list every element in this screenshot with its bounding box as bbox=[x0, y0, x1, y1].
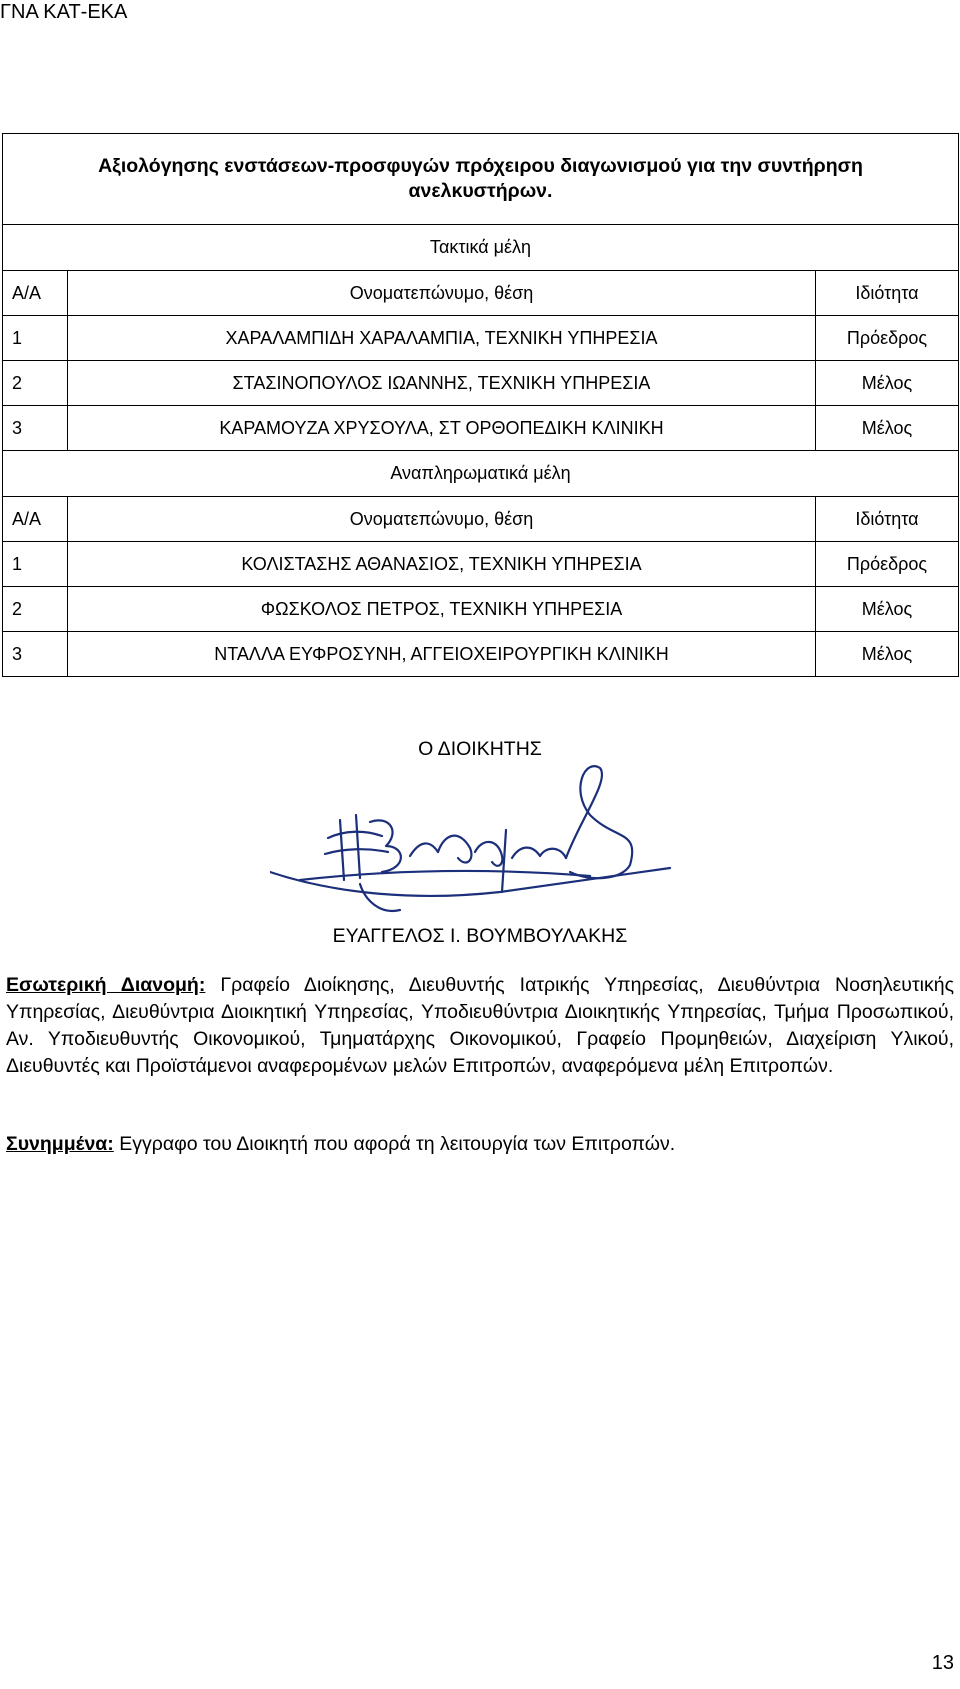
member-number: 3 bbox=[3, 632, 68, 677]
distribution-text: Γραφείο Διοίκησης, Διευθυντής Ιατρικής Υπηρεσίας, Διευθύντρια Νοσηλευτικής Υπηρεσίας, Διευθύντρια Διοικητική Υπηρεσίας, Υποδιευθύντρια Διοικητικής Υπηρεσίας, Τμήμα Προσωπικού, Αν. Υποδιευθυντής Οικονομικού, Τμηματάρχης Οικονομικού, Γραφείο Προμηθειών, Διαχείριση Υλικού, Διευθυντές και Προϊστάμενοι αναφερομένων μελών Επιτροπών, αναφερόμενα μέλη Επιτροπών. bbox=[6, 974, 954, 1077]
attachments-label: Συνημμένα: bbox=[6, 1133, 114, 1155]
member-name: ΝΤΑΛΛΑ ΕΥΦΡΟΣΥΝΗ, ΑΓΓΕΙΟΧΕΙΡΟΥΡΓΙΚΗ ΚΛΙΝΙΚΗ bbox=[68, 632, 816, 677]
member-name: ΧΑΡΑΛΑΜΠΙΔΗ ΧΑΡΑΛΑΜΠΙΑ, ΤΕΧΝΙΚΗ ΥΠΗΡΕΣΙΑ bbox=[68, 316, 816, 361]
member-role: Πρόεδρος bbox=[816, 542, 959, 587]
member-name: ΚΑΡΑΜΟΥΖΑ ΧΡΥΣΟΥΛΑ, ΣΤ ΟΡΘΟΠΕΔΙΚΗ ΚΛΙΝΙΚΗ bbox=[68, 406, 816, 451]
attachments-text: Εγγραφο του Διοικητή που αφορά τη λειτουργία των Επιτροπών. bbox=[113, 1133, 676, 1155]
column-header-role: Ιδιότητα bbox=[816, 271, 959, 316]
committee-title: Αξιολόγησης ενστάσεων-προσφυγών πρόχειρου διαγωνισμού για την συντήρηση ανελκυστήρων. bbox=[3, 134, 959, 225]
member-name: ΦΩΣΚΟΛΟΣ ΠΕΤΡΟΣ, ΤΕΧΝΙΚΗ ΥΠΗΡΕΣΙΑ bbox=[68, 587, 816, 632]
member-number: 3 bbox=[3, 406, 68, 451]
member-name: ΚΟΛΙΣΤΑΣΗΣ ΑΘΑΝΑΣΙΟΣ, ΤΕΧΝΙΚΗ ΥΠΗΡΕΣΙΑ bbox=[68, 542, 816, 587]
table-row bbox=[3, 542, 959, 587]
table-row bbox=[3, 316, 959, 361]
group-heading-row bbox=[3, 225, 959, 271]
director-title: Ο ΔΙΟΙΚΗΤΗΣ bbox=[418, 738, 542, 760]
member-number: 1 bbox=[3, 316, 68, 361]
table-row bbox=[3, 361, 959, 406]
member-role: Μέλος bbox=[816, 361, 959, 406]
member-number: 1 bbox=[3, 542, 68, 587]
table-row bbox=[3, 632, 959, 677]
column-header-row bbox=[3, 271, 959, 316]
group-heading: Αναπληρωματικά μέλη bbox=[3, 451, 959, 497]
signature-image bbox=[270, 760, 690, 920]
table-row bbox=[3, 587, 959, 632]
group-heading-row bbox=[3, 451, 959, 497]
table-row bbox=[3, 406, 959, 451]
column-header-name: Ονοματεπώνυμο, θέση bbox=[68, 497, 816, 542]
column-header-aa: Α/Α bbox=[3, 271, 68, 316]
member-number: 2 bbox=[3, 587, 68, 632]
column-header-name: Ονοματεπώνυμο, θέση bbox=[68, 271, 816, 316]
member-role: Μέλος bbox=[816, 632, 959, 677]
director-name: ΕΥΑΓΓΕΛΟΣ Ι. ΒΟΥΜΒΟΥΛΑΚΗΣ bbox=[332, 925, 628, 947]
distribution-paragraph bbox=[6, 972, 954, 1080]
group-heading: Τακτικά μέλη bbox=[3, 225, 959, 271]
page-number: 13 bbox=[931, 1652, 954, 1674]
distribution-label: Εσωτερική Διανομή: bbox=[6, 974, 206, 996]
member-number: 2 bbox=[3, 361, 68, 406]
attachments-paragraph bbox=[6, 1131, 954, 1158]
member-role: Πρόεδρος bbox=[816, 316, 959, 361]
member-name: ΣΤΑΣΙΝΟΠΟΥΛΟΣ ΙΩΑΝΝΗΣ, ΤΕΧΝΙΚΗ ΥΠΗΡΕΣΙΑ bbox=[68, 361, 816, 406]
member-role: Μέλος bbox=[816, 406, 959, 451]
committee-table bbox=[2, 133, 959, 677]
column-header-row bbox=[3, 497, 959, 542]
column-header-aa: Α/Α bbox=[3, 497, 68, 542]
member-role: Μέλος bbox=[816, 587, 959, 632]
document-code: ΓΝΑ ΚΑΤ-ΕΚΑ bbox=[0, 1, 128, 23]
column-header-role: Ιδιότητα bbox=[816, 497, 959, 542]
